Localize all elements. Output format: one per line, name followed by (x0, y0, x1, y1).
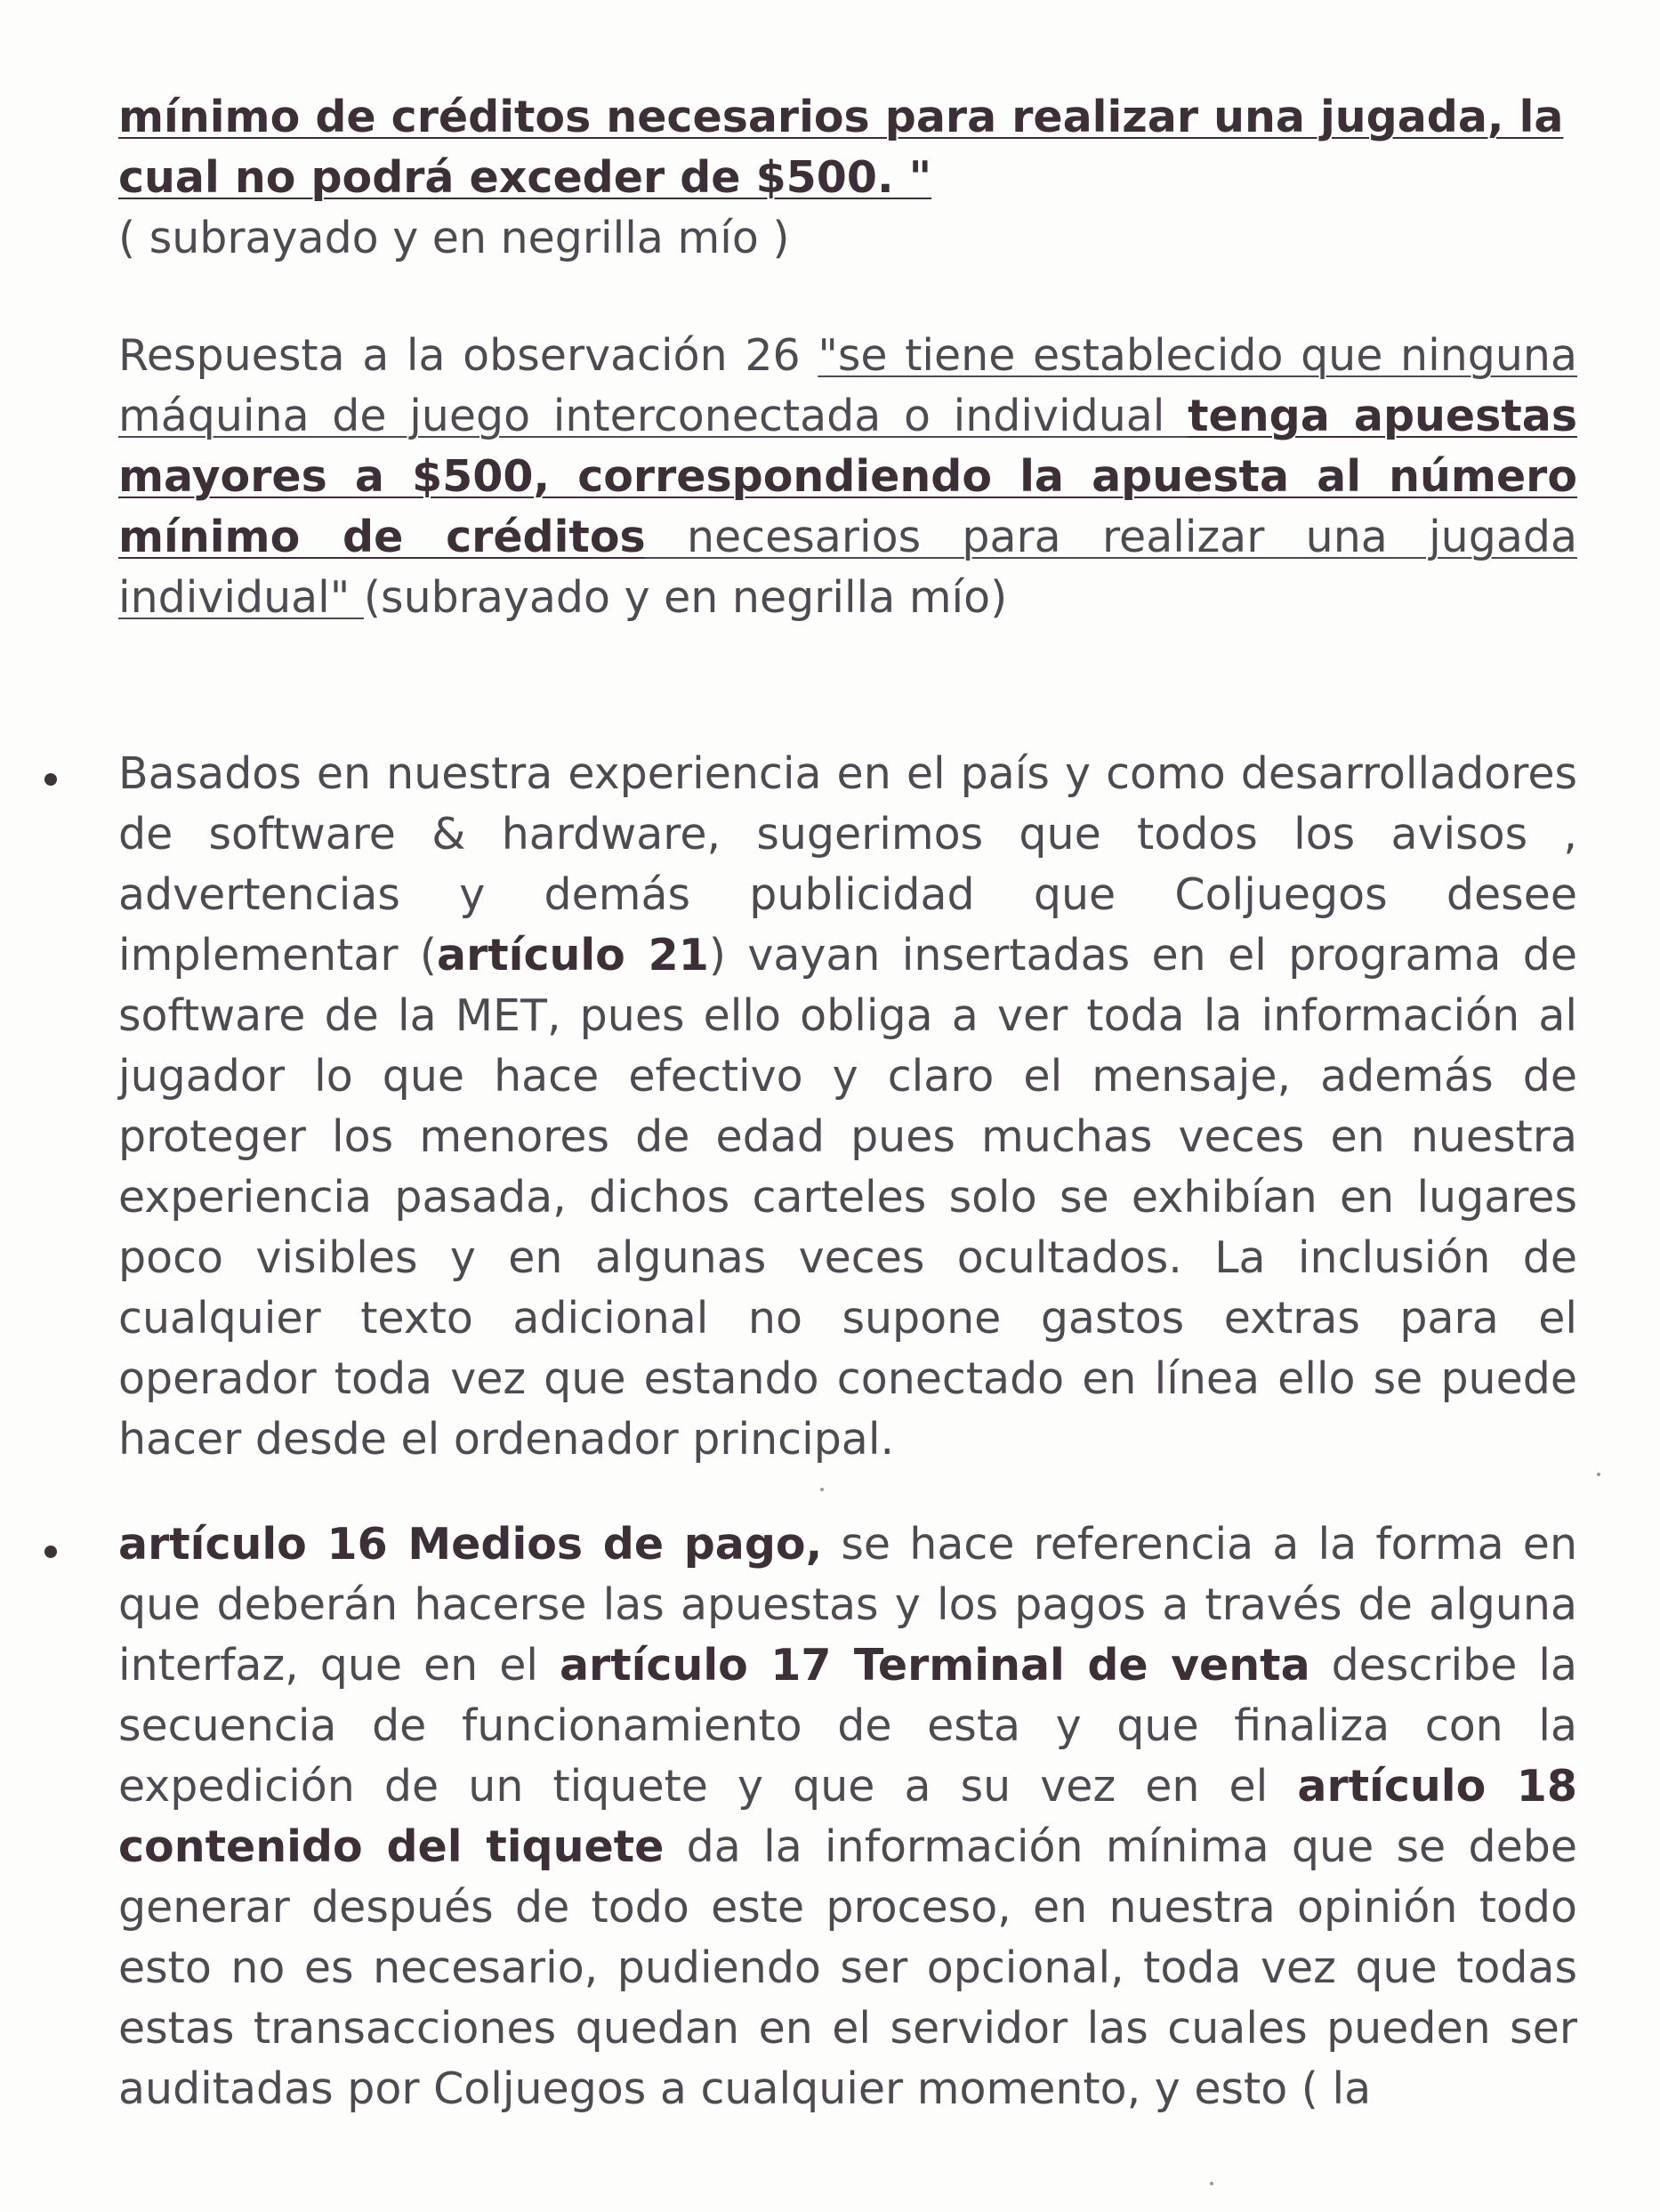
observation-quote-plain-2: necesarios para realizar una jugada individual" (118, 512, 1577, 623)
bullet-1-text-b: ) vayan insertadas en el programa de software de la MET, pues ello obliga a ver toda la información al jugador lo que hace efectivo y claro el mensaje, además de proteger los menores de edad pues muchas veces en nuestra experiencia pasada, dichos carteles solo se exhibían en lugares poco visibles y en algunas veces ocultados. La inclusión de cualquier texto adicional no supone gastos extras para el operador toda vez que estando conectado en línea ello se puede hacer desde el ordenador principal. (118, 930, 1577, 1465)
intro-bold-line-2: cual no podrá exceder de $500. " (118, 152, 932, 203)
bullet-paragraph-2 (118, 1514, 1577, 2119)
intro-note: ( subrayado y en negrilla mío ) (118, 213, 790, 263)
bullet-2-text-c: da la información mínima que se debe generar después de todo este proceso, en nuestra opinión todo esto no es necesario, pudiendo ser opcional, toda vez que todas estas transacciones quedan en el servidor las cuales pueden ser auditadas por Coljuegos a cualquier momento, y esto ( la (118, 1821, 1577, 2114)
scan-speck (1597, 1473, 1600, 1476)
bullet-2-bold-a: artículo 16 Medios de pago, (118, 1519, 823, 1570)
bullet-2-bold-b: artículo 17 Terminal de venta (559, 1640, 1310, 1691)
observation-quote-plain-1: "se tiene establecido que ninguna máquina de juego interconectada o individual (118, 330, 1577, 441)
bullet-2-text-b: describe la secuencia de funcionamiento de esta y que finaliza con la expedición de un tiquete y que a su vez en el (118, 1640, 1577, 1812)
intro-bold-line-1: mínimo de créditos necesarios para realizar una jugada, la (118, 92, 1564, 142)
scan-speck (820, 1488, 824, 1491)
bullet-dot-1 (44, 773, 57, 786)
observation-paragraph (118, 326, 1577, 628)
bullet-dot-2 (44, 1546, 57, 1558)
intro-paragraph (118, 87, 1577, 269)
observation-note: (subrayado y en negrilla mío) (363, 572, 1008, 623)
bullet-1-text-a: Basados en nuestra experiencia en el país y como desarrolladores de software & hardware, sugerimos que todos los avisos , advertencias y demás publicidad que Coljuegos desee implementar ( (118, 748, 1577, 981)
observation-quote-bold: tenga apuestas mayores a $500, correspondiendo la apuesta al número mínimo de créditos (118, 391, 1577, 562)
bullet-2-text-a: se hace referencia a la forma en que deberán hacerse las apuestas y los pagos a través de alguna interfaz, que en el (118, 1519, 1577, 1691)
observation-lead: Respuesta a la observación 26 (118, 330, 818, 381)
bullet-2-bold-c: artículo 18 contenido del tiquete (118, 1761, 1577, 1872)
bullet-1-bold-a: artículo 21 (437, 930, 709, 981)
scan-speck (1210, 2182, 1213, 2185)
bullet-paragraph-1 (118, 744, 1577, 1470)
